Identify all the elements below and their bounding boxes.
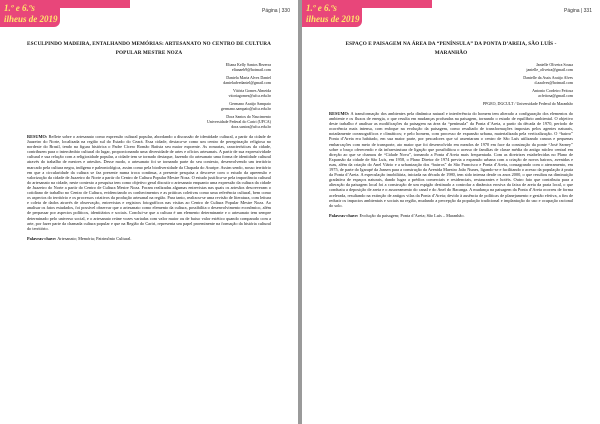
author-email: acfeitosa@gmail.com — [538, 93, 573, 98]
page-number: Página | 331 — [564, 8, 592, 14]
author-block — [27, 62, 271, 72]
author-block — [329, 62, 573, 72]
author-block — [27, 114, 271, 129]
abstract — [329, 111, 573, 208]
event-logo-line2: ilheus de 2019 — [4, 14, 58, 24]
paper-title: ESPAÇO E PAISAGEM NA ÁREA DA “PENÍNSULA” DA PONTA D’AREIA, SÃO LUÍS - MARANHÃO — [345, 41, 557, 56]
keywords-text: Evolução da paisagem; Ponta d’Areia; São Luís – Maranhão. — [359, 212, 465, 218]
page-header — [302, 0, 600, 34]
author-block — [27, 88, 271, 98]
event-logo-line1: 1.º e 6.ºs — [4, 3, 35, 13]
author-block — [27, 101, 271, 111]
keywords — [27, 236, 271, 241]
author-name: Eliana Kelly Santos Bezerra — [225, 62, 271, 67]
keywords-label: Palavras-chave: — [27, 235, 57, 241]
author-email: janielle_oliveira@gmail.com — [526, 67, 573, 72]
keywords — [329, 213, 573, 218]
author-block — [27, 75, 271, 85]
abstract-text: A transformação dos ambientes pela dinâmica natural e interferência do homem tem alterado a configuração dos elementos do ambiente e os fluxos de energia, o que resulta em mudanças profundas na paisagem, tornando o estudo de equilíbrio ambiental. O objetivo deste trabalho é analisar as modificações da paisagem na área da “península” da Ponta d’Areia, a partir da década de 1970, período de ocorrência mais intensa, com enfoque na evolução da paisagem, como resultado de transformações impostas pelos agentes naturais, notadamente oceanográficos e climáticos; e pelo homem, com processo de expansão urbana, materializada pela verticalização. O “bairro” Ponta d’Areia era habitado, em sua maior parte, por pescadores que só assentaram o centro de São Luís utilizando canoas e pequenas embarcações com meio de transporte, ato maior que foi desenvolvido em meados de 1970 em face da construção da ponte “José Sarney” sobre o braço oferecendo e da infraestrutura de ligação que possibilitou o acesso de famílias de classe média do antigo núcleo central em direção ao que se chamou de “Cidade Nova”, tornando a Ponta d’Areia mais frequentada. Com as diretrizes estabelecidas no Plano de Expansão da cidade de São Luís, em 1958, o Plano Diretor de 1974 previa a expansão urbana com a criação de novos bairros, avenidas e ruas, além da criação do Anel Viário e a urbanização dos “bairros” do São Francisco e Ponta d’Areia, consagrando com o aterramento, em 1975, de parte do Igarapé da Jansen para a construção da Avenida Maestro João Nunes, ligando-se e facilitando o acesso da população à praia da Ponta d’Areia. A especulação imobiliária, iniciada na década de 1980, tem sido intensa desde os anos 2000, o que resultou na diminuição gradativa de espaços naturais, dando lugar a prédios comerciais e residenciais, restaurantes e hotéis. Outro fato que contribuiu para a alteração da paisagem local foi a construção de um espigão destinado a controlar a dinâmica erosiva da faixa de areia da praia local, o que conduziu a deposição de areia e o assoreamento do canal e do Anel do Bacanga. A mudança na paisagem da Ponta d’Areia ocorreu de forma acelerada, resultando na extinção de antigos vilas da Ponta d’Areia; devido à ausência de políticas de planejamento e gestão efetiva, a fim de reduzir os impactos ambientais e sociais na região, mudando a percepção da população tradicional e implantação do uso e ocupação racional do solo. — [329, 111, 573, 208]
author-name: Antonio Cordeiro Feitosa — [532, 88, 573, 93]
page-header — [0, 0, 298, 34]
banner-strip — [362, 0, 432, 8]
document-page-right — [302, 0, 600, 424]
abstract-label: RESUMO: — [27, 134, 48, 139]
author-name: Vitória Gomes Almeida — [233, 88, 271, 93]
abstract-text: Reflete sobre o artesanato como expressão cultural popular, abordando a discussão de identidade cultural, a partir da cidade de Juazeiro do Norte, localizada na região sul do Estado do Ceará. Essa cidade, destaca-se como um centro de peregrinação religiosa no nordeste do Brasil, tendo na figura histórica o Padre Cícero Romão Batista seu maior expoente. As romarias, características da cidade, contribuem para o intercâmbio cultural do lugar, proporcionando uma diversidade de artes e ofícios artesanais. A partir de sua expressividade cultural e sua relação com a religiosidade popular, a cidade tem se tornado destaque, fazendo do artesanato uma forma de identidade cultural através do trabalho de mestres e artesãos. Desse modo, o artesanato foi se tornando parte do seu contexto, desenvolvendo um território marcado pela cultura negra, indígena e paleontológica, assim como pela biodiversidade da Chapada do Araripe. Assim sendo, nosso território em que a circularidade da cultura se faz presente numa troca contínua, a presente pesquisa a descreve com o estudo da apreensão e valorização da cidade de Juazeiro do Norte a partir do Centro de Cultura Popular Mestre Noza. O estudo justifica-se pela importância cultural do artesanato na cidade, neste contexto a pesquisa tem como objetivo geral discutir o artesanato enquanto uma expressão da cultura da cidade de Juazeiro do Norte a partir do Centro de Cultura Mestre Noza. Foram realizadas algumas entrevistas nas quais os artesãos descreveram o cotidiano de trabalho no Centro de Cultura, evidenciando os conhecimentos e as práticas coletivas como uma referência cultural, bem como os aspectos do território e os processos criativos da produção artesanal na região. Para tanto, realizou-se uma revisão de literatura, com leitura e coleta de dados através de observação, entrevistas e registros fotográficos nas visitas ao Centro de Cultura Popular Mestre Noza. Ao analisar os fatos estudados, foi possível observar que o artesanato como elemento da cultura, possibilita o desenvolvimento econômico, além de perpassar por aspectos políticos, identitários e sociais. Conclui-se que a cultura é um elemento determinante e o artesanato tem sempre determinado pelo universo social, e o artesanato reúne vozes variadas com valor maior ou de baixo valor estético quando comparado com a arte, por fazer parte da chamada cultura popular e que na Região do Cariri, representa um papel proeminente na formação da história cultural do território. — [27, 134, 272, 231]
author-name: Janielle Oliveira Sousa — [536, 62, 573, 67]
author-list — [27, 62, 271, 129]
keywords-text: Artesanato; Memória; Patrimônio Cultural. — [57, 235, 132, 241]
banner-strip — [60, 0, 130, 8]
document-page-left — [0, 0, 298, 424]
event-logo — [0, 0, 60, 27]
author-affiliation: PPGEO, DGCULT / Universidade Federal do Maranhão — [482, 101, 573, 106]
author-email: danieladvedaniel@gmail.com — [223, 80, 271, 85]
paper-title: ESCULPINDO MADEIRA, ENTALHANDO MEMÓRIAS: ARTESANATO NO CENTRO DE CULTURA POPULAR MESTRE NOZA — [27, 41, 271, 56]
event-logo-line1: 1.º e 6.ºs — [306, 3, 337, 13]
author-name: Daniela Maria Alves Daniel — [226, 75, 271, 80]
event-logo — [302, 0, 362, 27]
author-affiliation: Universidade Federal do Cariri (UFCA) — [207, 119, 271, 124]
author-name: Danielle da Assis Araújo Alves — [523, 75, 573, 80]
author-email: d.aaalves@hotmail.com — [534, 80, 573, 85]
keywords-label: Palavras-chave: — [329, 212, 359, 218]
abstract — [27, 134, 271, 231]
author-block — [329, 88, 573, 98]
author-name: Dora Santos do Nascimento — [226, 114, 271, 119]
author-affiliation-block — [329, 101, 573, 106]
event-logo-line2: ilheus de 2019 — [306, 14, 360, 24]
author-email: elianaeb9@hotmail.com — [231, 67, 271, 72]
author-email: vitoriagomes@ufca.edu.br — [228, 93, 271, 98]
page-number: Página | 330 — [262, 8, 290, 14]
abstract-label: RESUMO: — [329, 111, 350, 116]
author-block — [329, 75, 573, 85]
author-list — [329, 62, 573, 106]
author-email: germano.sampaio@ufca.edu.br — [221, 106, 271, 111]
author-email: dora.santos@ufca.edu.br — [231, 124, 271, 129]
author-name: Germano Araújo Sampaio — [229, 101, 271, 106]
